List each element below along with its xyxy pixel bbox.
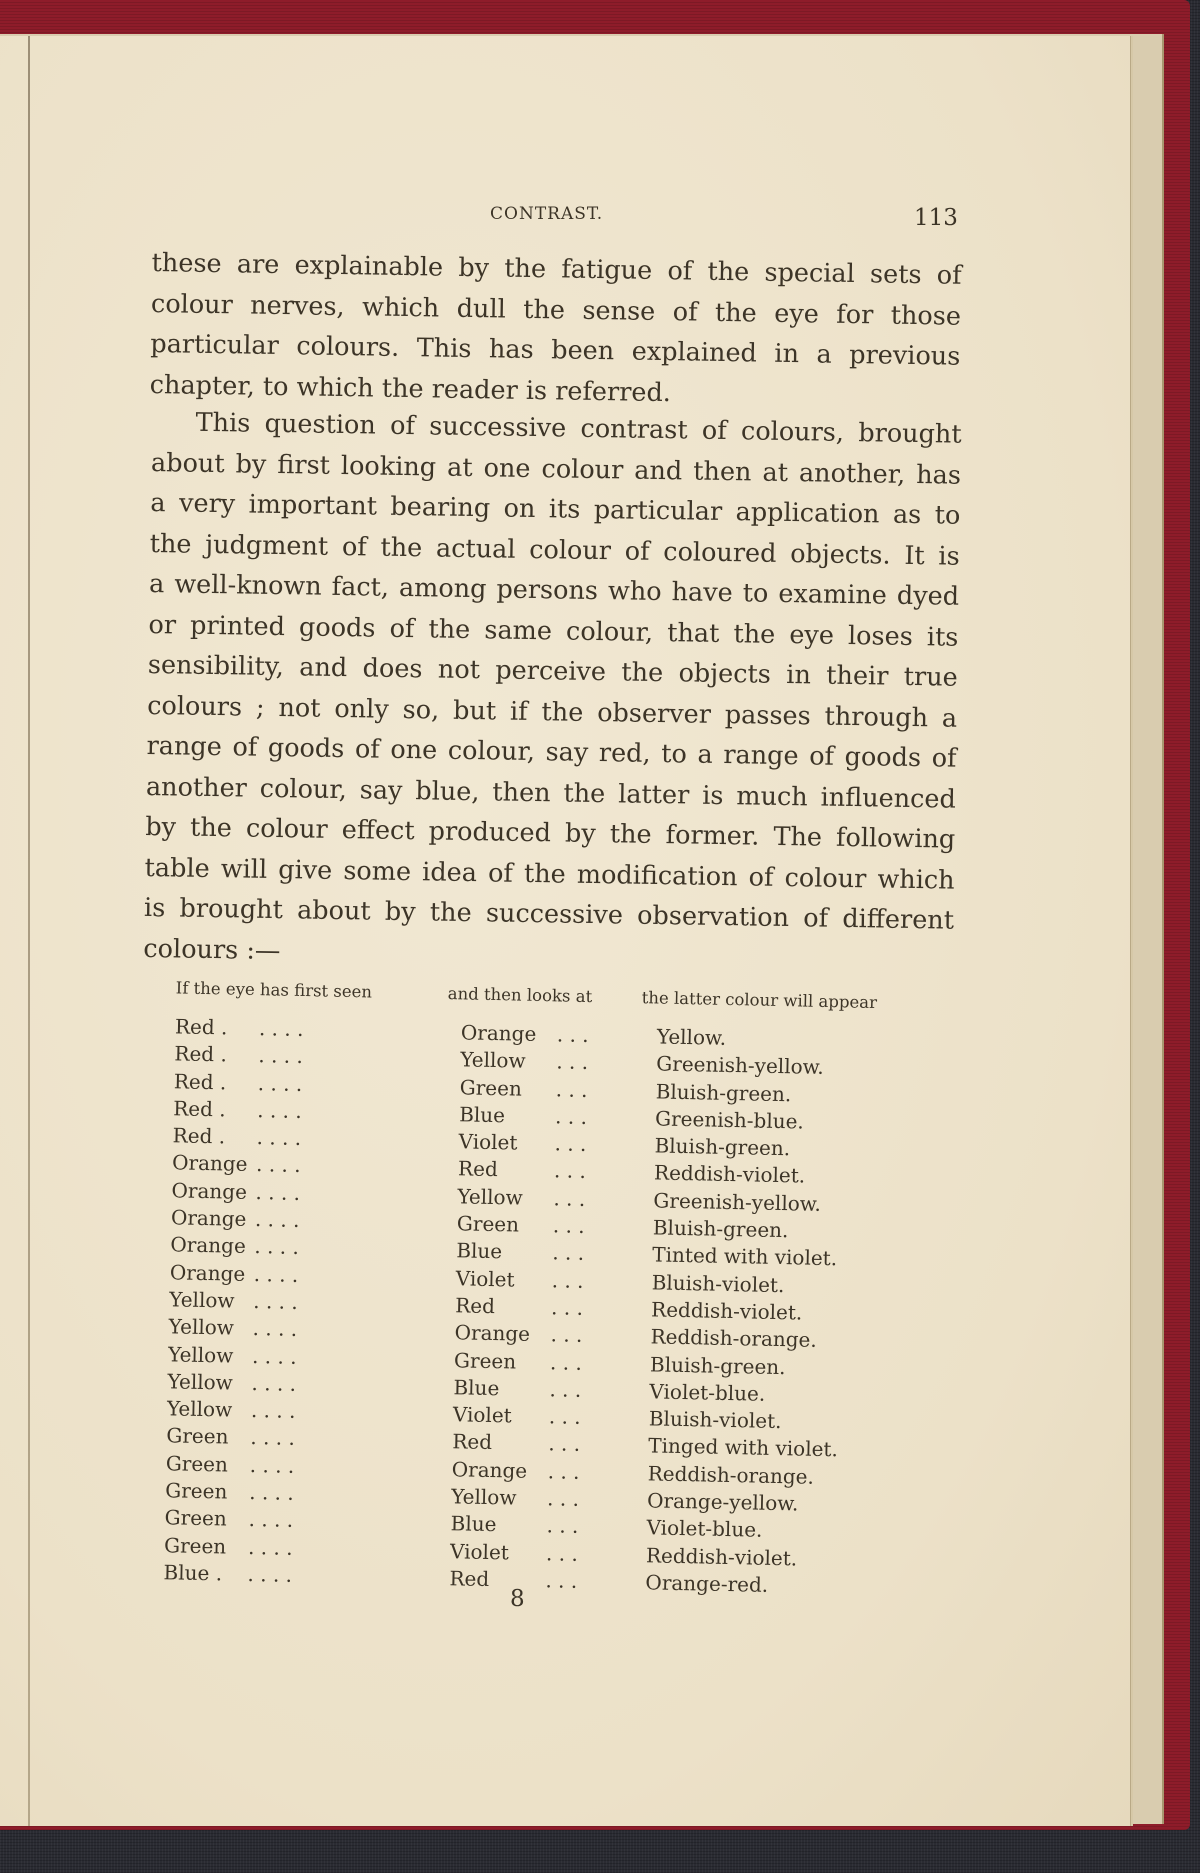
result-cell: Tinged with violet.	[648, 1433, 839, 1462]
then-looks-cell: Red	[457, 1156, 499, 1182]
leader-dots: . . . .	[250, 1425, 296, 1451]
signature-mark: 8	[510, 1586, 525, 1612]
leader-dots: . . .	[548, 1431, 581, 1457]
text-line: by the colour effect produced by the former. The following	[145, 811, 956, 855]
leader-dots: . . . .	[258, 1043, 304, 1069]
leader-dots: . . .	[549, 1377, 582, 1402]
leader-dots: . . .	[555, 1076, 588, 1102]
result-cell: Violet-blue.	[649, 1379, 766, 1406]
page-number: 113	[914, 205, 958, 231]
leader-dots: . . .	[552, 1213, 585, 1239]
leader-dots: . . . .	[253, 1261, 299, 1287]
first-seen-cell: Green	[165, 1478, 228, 1504]
result-cell: Greenish-yellow.	[653, 1188, 822, 1216]
leader-dots: . . .	[556, 1049, 589, 1075]
result-cell: Violet-blue.	[646, 1515, 763, 1543]
leader-dots: . . .	[548, 1404, 581, 1430]
leader-dots: . . . .	[249, 1452, 295, 1478]
first-seen-cell: Yellow	[166, 1396, 233, 1422]
result-cell: Bluish-green.	[655, 1079, 792, 1106]
text-line: or printed goods of the same colour, that the eye loses its	[148, 609, 959, 653]
leader-dots: . . .	[554, 1131, 587, 1157]
then-looks-cell: Orange	[451, 1456, 528, 1483]
leader-dots: . . .	[546, 1486, 580, 1511]
result-cell: Greenish-yellow.	[656, 1051, 824, 1080]
leader-dots: . . .	[554, 1104, 588, 1129]
header-appears: the latter colour will appear	[641, 988, 878, 1013]
first-seen-cell: Red .	[172, 1123, 226, 1149]
result-cell: Bluish-violet.	[651, 1270, 785, 1297]
leader-dots: . . . .	[254, 1234, 300, 1260]
result-cell: Bluish-violet.	[648, 1406, 782, 1434]
leader-dots: . . . .	[255, 1152, 301, 1178]
then-looks-cell: Violet	[452, 1402, 512, 1428]
leader-dots: . . .	[547, 1458, 580, 1484]
leader-dots: . . .	[546, 1513, 579, 1539]
leader-dots: . . . .	[255, 1179, 301, 1205]
then-looks-cell: Violet	[449, 1538, 510, 1565]
then-looks-cell: Violet	[455, 1265, 515, 1292]
first-seen-cell: Yellow	[169, 1287, 235, 1313]
then-looks-cell: Orange	[454, 1320, 531, 1347]
then-looks-cell: Green	[459, 1074, 523, 1101]
then-looks-cell: Blue	[456, 1238, 503, 1264]
leader-dots: . . .	[553, 1186, 586, 1211]
result-cell: Tinted with violet.	[652, 1242, 838, 1271]
then-looks-cell: Orange	[460, 1020, 537, 1046]
leader-dots: . . . .	[251, 1370, 297, 1396]
first-seen-cell: Green	[163, 1532, 227, 1559]
then-looks-cell: Blue	[450, 1511, 497, 1537]
text-line: is brought about by the successive observation of different	[143, 892, 955, 936]
result-cell: Orange-yellow.	[646, 1488, 799, 1516]
then-looks-cell: Green	[456, 1211, 520, 1237]
text-line: these are explainable by the fatigue of the special sets of	[151, 247, 962, 291]
text-line: table will give some idea of the modification of colour which	[144, 852, 955, 896]
result-cell: Reddish-orange.	[647, 1461, 815, 1489]
text-line: colour nerves, which dull the sense of the eye for those	[150, 288, 962, 332]
first-seen-cell: Green	[165, 1450, 229, 1477]
first-seen-cell: Blue .	[163, 1560, 223, 1586]
first-seen-cell: Orange	[171, 1150, 248, 1177]
first-seen-cell: Red .	[174, 1041, 228, 1067]
leader-dots: . . . .	[253, 1288, 299, 1314]
first-seen-cell: Green	[164, 1505, 228, 1531]
first-seen-cell: Red .	[174, 1014, 228, 1040]
table-body	[147, 1014, 919, 1603]
first-seen-cell: Orange	[171, 1178, 248, 1204]
text-line: colours :—	[143, 933, 281, 966]
result-cell: Reddish-violet.	[645, 1542, 798, 1571]
then-looks-cell: Yellow	[460, 1047, 526, 1073]
leader-dots: . . .	[556, 1022, 589, 1047]
leader-dots: . . .	[550, 1322, 583, 1348]
leader-dots: . . . .	[257, 1070, 303, 1096]
leader-dots: . . .	[551, 1267, 584, 1293]
result-cell: Yellow.	[656, 1024, 727, 1050]
first-seen-cell: Orange	[170, 1232, 247, 1259]
then-looks-cell: Red	[454, 1293, 496, 1319]
text-line: a very important bearing on its particular application as to	[150, 487, 961, 531]
paragraph-2	[143, 402, 962, 982]
result-cell: Bluish-green.	[654, 1133, 791, 1161]
result-cell: Bluish-green.	[649, 1351, 786, 1379]
result-cell: Bluish-green.	[652, 1215, 789, 1243]
first-seen-cell: Orange	[169, 1259, 246, 1286]
leader-dots: . . .	[553, 1158, 587, 1184]
text-line: another colour, say blue, then the latter is much influenced	[145, 771, 957, 815]
then-looks-cell: Yellow	[450, 1484, 517, 1510]
running-head: CONTRAST.	[490, 204, 604, 224]
first-seen-cell: Yellow	[167, 1341, 234, 1368]
first-seen-cell: Yellow	[168, 1314, 235, 1340]
text-line: particular colours. This has been explained in a previous	[150, 328, 961, 372]
text-line: This question of successive contrast of colours, brought	[195, 407, 962, 450]
then-looks-cell: Red	[452, 1429, 493, 1455]
leader-dots: . . . .	[247, 1534, 293, 1560]
first-seen-cell: Red .	[173, 1096, 226, 1122]
text-line: colours ; not only so, but if the observer passes through a	[146, 690, 958, 734]
page-gutter	[28, 36, 30, 1826]
leader-dots: . . . .	[249, 1480, 295, 1505]
result-cell: Reddish-violet.	[653, 1160, 806, 1189]
leader-dots: . . . .	[256, 1125, 302, 1151]
first-seen-cell: Red .	[173, 1068, 227, 1095]
then-looks-cell: Yellow	[457, 1184, 524, 1210]
text-line: a well-known fact, among persons who have to examine dyed	[148, 568, 960, 612]
first-seen-cell: Yellow	[167, 1369, 234, 1395]
then-looks-cell: Violet	[458, 1129, 518, 1155]
result-cell: Reddish-orange.	[650, 1324, 818, 1353]
result-cell: Orange-red.	[645, 1570, 769, 1597]
leader-dots: . . .	[545, 1568, 578, 1593]
leader-dots: . . .	[549, 1349, 583, 1375]
paragraph-1	[149, 243, 961, 418]
leader-dots: . . . .	[251, 1343, 297, 1369]
leader-dots: . . .	[550, 1295, 584, 1320]
then-looks-cell: Blue	[458, 1102, 506, 1128]
result-cell: Greenish-blue.	[654, 1106, 805, 1134]
leader-dots: . . . .	[258, 1016, 304, 1042]
leader-dots: . . . .	[250, 1398, 296, 1424]
result-cell: Reddish-violet.	[650, 1297, 803, 1325]
text-line: sensibility, and does not perceive the objects in their true	[147, 649, 959, 693]
leader-dots: . . . .	[254, 1207, 300, 1233]
text-line: range of goods of one colour, say red, to a range of goods of	[146, 730, 957, 774]
leader-dots: . . . .	[247, 1561, 293, 1587]
leader-dots: . . .	[545, 1540, 579, 1566]
text-line: about by first looking at one colour and then at another, has	[150, 447, 962, 491]
then-looks-cell: Blue	[453, 1375, 500, 1401]
text-line: the judgment of the actual colour of coloured objects. It is	[149, 528, 960, 572]
colour-contrast-table	[147, 978, 920, 1603]
first-seen-cell: Green	[166, 1423, 229, 1449]
leader-dots: . . . .	[257, 1097, 303, 1123]
first-seen-cell: Orange	[170, 1205, 247, 1231]
header-then-looks: and then looks at	[447, 984, 593, 1007]
leader-dots: . . . .	[252, 1316, 298, 1342]
then-looks-cell: Red	[449, 1566, 490, 1591]
leader-dots: . . .	[552, 1240, 585, 1266]
header-first-seen: If the eye has first seen	[175, 978, 373, 1002]
leader-dots: . . . .	[248, 1507, 294, 1533]
then-looks-cell: Green	[453, 1347, 517, 1374]
text-line: chapter, to which the reader is referred.	[149, 369, 672, 408]
